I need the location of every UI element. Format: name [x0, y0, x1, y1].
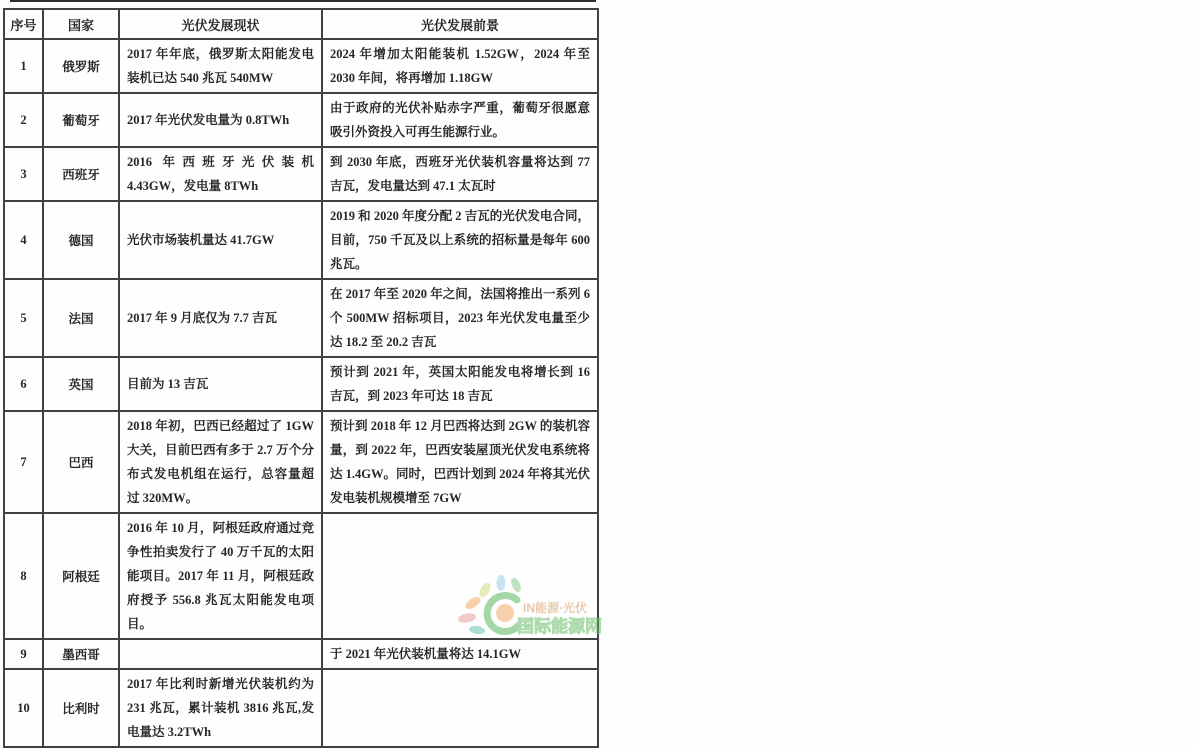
cell-status [119, 639, 322, 669]
cell-status: 2017 年光伏发电量为 0.8TWh [119, 93, 322, 147]
cell-no: 4 [4, 201, 43, 279]
table-row [4, 357, 1192, 411]
cell-prospect: 于 2021 年光伏装机量将达 14.1GW [322, 639, 598, 669]
watermark-site-name: 国际能源网 [517, 617, 602, 636]
col-header-no: 序号 [4, 9, 43, 39]
cell-status: 光伏市场装机量达 41.7GW [119, 201, 322, 279]
table-row [4, 639, 1192, 669]
table-row [4, 201, 1192, 279]
cell-country: 墨西哥 [43, 639, 119, 669]
document-page [0, 0, 602, 739]
cell-status: 2017 年 9 月底仅为 7.7 吉瓦 [119, 279, 322, 357]
col-header-status: 光伏发展现状 [119, 9, 322, 39]
cell-no: 6 [4, 357, 43, 411]
table-row [4, 279, 1192, 357]
watermark-brand-text: IN能源·光伏 [523, 601, 587, 615]
cell-country: 德国 [43, 201, 119, 279]
cell-no: 7 [4, 411, 43, 513]
cell-no: 10 [4, 669, 43, 747]
cell-country: 阿根廷 [43, 513, 119, 639]
cell-status: 2017 年比利时新增光伏装机约为 231 兆瓦，累计装机 3816 兆瓦,发电量达 3.2TWh [119, 669, 322, 747]
cell-no: 8 [4, 513, 43, 639]
col-header-prospect: 光伏发展前景 [322, 9, 598, 39]
cell-no: 9 [4, 639, 43, 669]
cell-prospect: 2019 和 2020 年度分配 2 吉瓦的光伏发电合同，目前，750 千瓦及以上系统的招标量是每年 600 兆瓦。 [322, 201, 598, 279]
cell-prospect: 到 2030 年底，西班牙光伏装机容量将达到 77 吉瓦，发电量达到 47.1 太瓦时 [322, 147, 598, 201]
cell-prospect [322, 669, 598, 747]
cell-country: 法国 [43, 279, 119, 357]
pv-development-table [3, 8, 1193, 748]
cell-status: 2018 年初，巴西已经超过了 1GW 大关，目前巴西有多于 2.7 万个分布式发电机组在运行，总容量超过 320MW。 [119, 411, 322, 513]
table-row [4, 93, 1192, 147]
cell-country: 英国 [43, 357, 119, 411]
cell-country: 比利时 [43, 669, 119, 747]
cell-country: 西班牙 [43, 147, 119, 201]
cell-country: 俄罗斯 [43, 39, 119, 93]
table-row [4, 147, 1192, 201]
cell-status: 2016 年 10 月，阿根廷政府通过竞争性拍卖发行了 40 万千瓦的太阳能项目。2017 年 11 月，阿根廷政府授予 556.8 兆瓦太阳能发电项目。 [119, 513, 322, 639]
cell-status: 2017 年年底，俄罗斯太阳能发电装机已达 540 兆瓦 540MW [119, 39, 322, 93]
cell-prospect: 预计到 2018 年 12 月巴西将达到 2GW 的装机容量，到 2022 年，巴西安装屋顶光伏发电系统将达 1.4GW。同时，巴西计划到 2024 年将其光伏发电装机规模增至 7GW [322, 411, 598, 513]
cropped-row-border [10, 0, 596, 2]
table-row [4, 513, 1192, 639]
header-row [4, 9, 1192, 39]
cell-country: 葡萄牙 [43, 93, 119, 147]
cell-status: 2016 年西班牙光伏装机 4.43GW，发电量 8TWh [119, 147, 322, 201]
cell-prospect: 2024 年增加太阳能装机 1.52GW，2024 年至 2030 年间，将再增加 1.18GW [322, 39, 598, 93]
cell-prospect: 在 2017 年至 2020 年之间，法国将推出一系列 6 个 500MW 招标项目，2023 年光伏发电量至少达 18.2 至 20.2 吉瓦 [322, 279, 598, 357]
cell-country: 巴西 [43, 411, 119, 513]
cell-no: 5 [4, 279, 43, 357]
col-header-country: 国家 [43, 9, 119, 39]
cell-prospect: 预计到 2021 年，英国太阳能发电将增长到 16 吉瓦，到 2023 年可达 18 吉瓦 [322, 357, 598, 411]
table-row [4, 39, 1192, 93]
cell-no: 3 [4, 147, 43, 201]
table-row [4, 669, 1192, 747]
cell-prospect [322, 513, 598, 639]
cell-status: 目前为 13 吉瓦 [119, 357, 322, 411]
table-row [4, 411, 1192, 513]
cell-no: 2 [4, 93, 43, 147]
cell-prospect: 由于政府的光伏补贴赤字严重，葡萄牙很愿意吸引外资投入可再生能源行业。 [322, 93, 598, 147]
cell-no: 1 [4, 39, 43, 93]
